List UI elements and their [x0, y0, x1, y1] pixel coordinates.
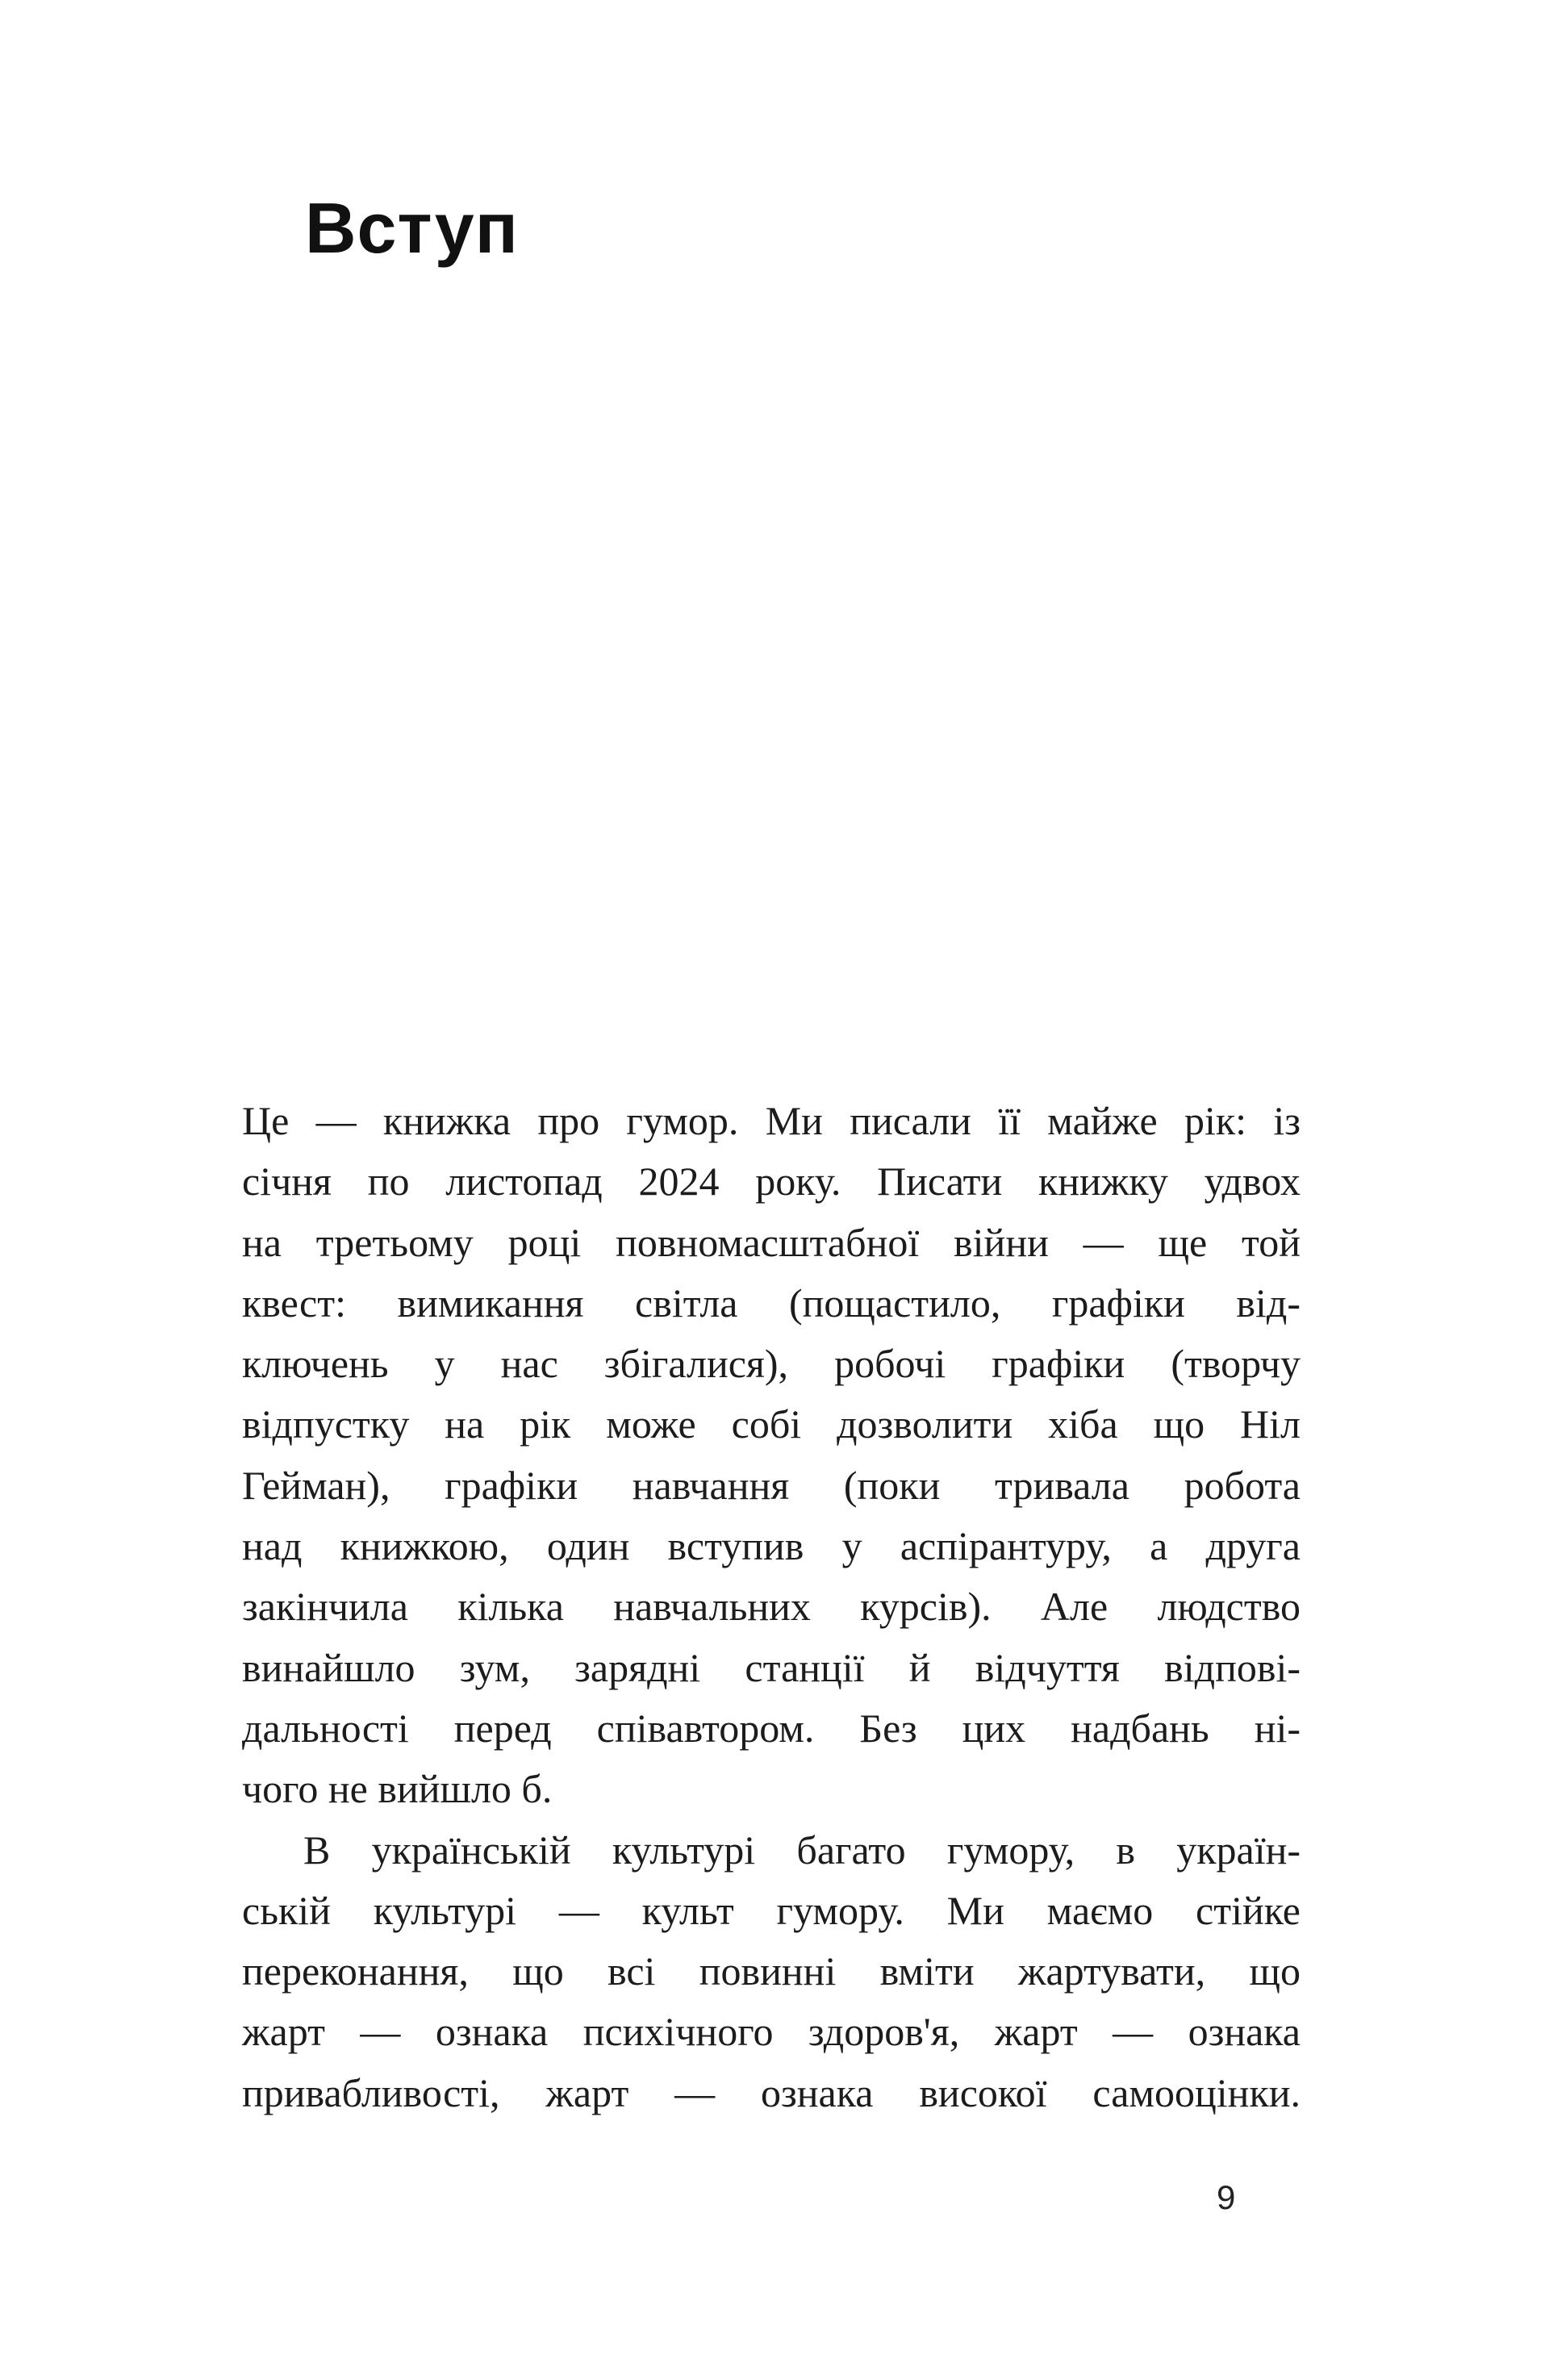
text-line: відпустку на рік може собі дозволити хіба що Ніл	[242, 1401, 1301, 1447]
text-line: дальності перед співавтором. Без цих надбань ні-	[242, 1705, 1301, 1751]
text-line: В українській культурі багато гумору, в україн-	[303, 1827, 1301, 1873]
page-number: 9	[1217, 2178, 1236, 2216]
paragraph-2	[242, 1820, 1301, 2123]
text-line: на третьому році повномасштабної війни — ще той	[242, 1219, 1301, 1265]
text-line: ській культурі — культ гумору. Ми маємо стійке	[242, 1887, 1301, 1933]
text-line: січня по листопад 2024 року. Писати книжку удвох	[242, 1159, 1301, 1205]
chapter-title: Вступ	[305, 188, 519, 268]
text-line: привабливості, жарт — ознака високої самооцінки.	[242, 2069, 1301, 2115]
text-line: чого не вийшло б.	[242, 1766, 553, 1812]
text-line: ключень у нас збігалися), робочі графіки (творчу	[242, 1341, 1301, 1387]
text-line: жарт — ознака психічного здоров'я, жарт — ознака	[242, 2009, 1301, 2055]
text-line: над книжкою, один вступив у аспірантуру, а друга	[242, 1523, 1301, 1569]
text-line: винайшло зум, зарядні станції й відчуття відпові-	[242, 1644, 1301, 1690]
text-line: Це — книжка про гумор. Ми писали її майже рік: із	[242, 1098, 1301, 1143]
text-line: квест: вимикання світла (пощастило, графіки від-	[242, 1280, 1301, 1326]
text-line: закінчила кілька навчальних курсів). Але людство	[242, 1584, 1301, 1630]
text-line: Гейман), графіки навчання (поки тривала робота	[242, 1462, 1301, 1508]
paragraph-1	[242, 1091, 1301, 1820]
body-text	[242, 1091, 1301, 2123]
text-line: переконання, що всі повинні вміти жартувати, що	[242, 1948, 1301, 1994]
